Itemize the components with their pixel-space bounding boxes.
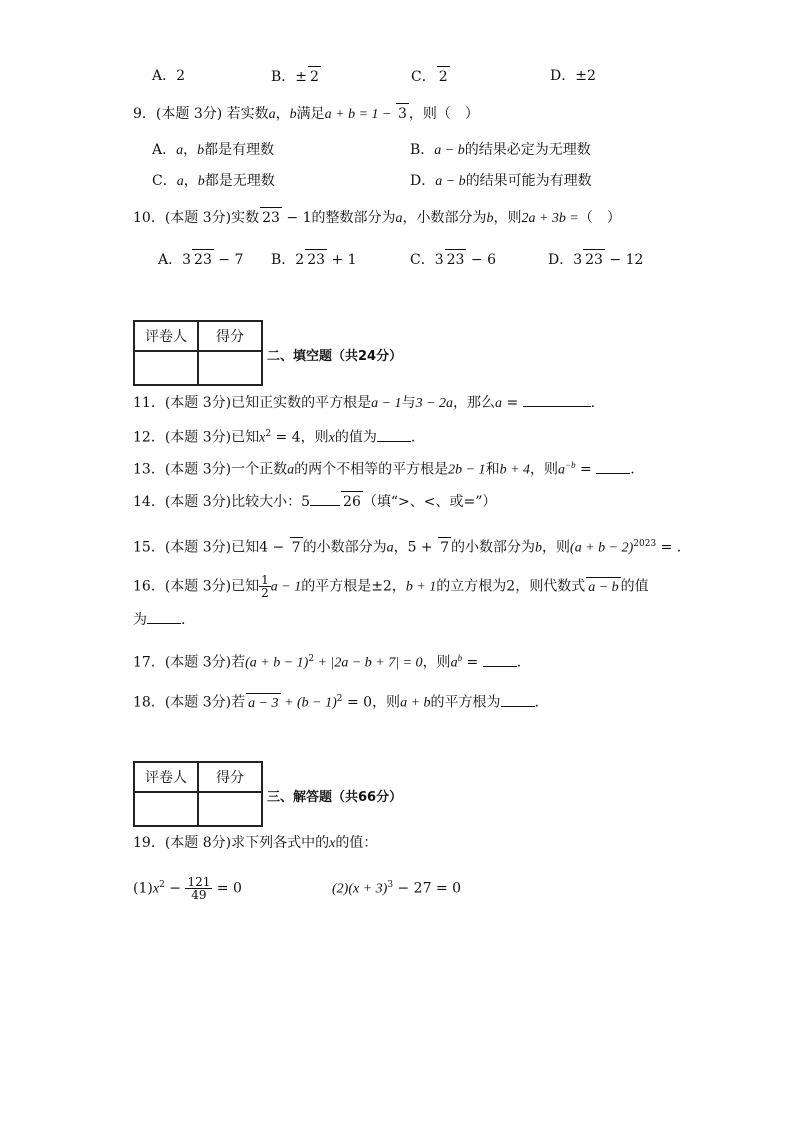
q10-option-a: A．3 23 − 7 [158,249,243,270]
score-cell[interactable] [198,351,262,385]
reviewer-cell[interactable] [134,351,198,385]
score-table-section3 [133,761,263,827]
q19-part-2: $(2)(x + 3)^3 - 27 = 0$ [332,880,462,897]
reviewer-label: 评卷人 [134,321,198,351]
q10-option-c: C．3 23 − 6 [410,249,496,270]
answer-blank[interactable] [501,694,535,707]
question-11: 11．(本题 3分)已知正实数的平方根是a − 1与3 − 2a，那么a = . [133,395,596,411]
q8-option-a: A．2 [152,68,186,84]
section3-title: 三、解答题（共66分） [267,790,403,805]
fraction-121-49: $\frac{121}{49}$ [187,875,211,903]
question-13: 13．(本题 3分)一个正数a的两个不相等的平方根是2b − 1和b + 4，则$a^{-b}$ = . [133,460,635,478]
question-10: 10．(本题 3分)实数 23 − 1的整数部分为a，小数部分为b，则2a + 3b =（ ） [133,207,621,229]
answer-blank[interactable] [523,394,591,407]
score-cell[interactable] [198,792,262,826]
q8-option-c: C． 2 [411,66,450,87]
answer-blank[interactable] [596,461,630,474]
reviewer-label: 评卷人 [134,762,198,792]
q8-option-b: B．± 2 [271,66,321,87]
q19-part-1: $(1)x^2$ − $\frac{121}{49}$ = 0 [133,875,242,903]
q9-option-b: B．a − b的结果必定为无理数 [410,142,591,158]
section2-title: 二、填空题（共24分） [267,349,403,364]
q10-option-d: D．3 23 − 12 [548,249,643,270]
score-label: 得分 [198,762,262,792]
answer-blank[interactable] [310,493,340,506]
question-19: 19．(本题 8分)求下列各式中的x的值： [133,835,378,851]
question-12: 12．(本题 3分)已知$x^2 = 4$，则x的值为 . [133,429,416,446]
reviewer-cell[interactable] [134,792,198,826]
question-16: 16．(本题 3分)已知 $\frac{1}{2}$ a − 1的平方根是±2，b + 1的立方根为2，则代数式 a − b 的值 [133,573,649,600]
fraction-half: $\frac{1}{2}$ [261,573,269,600]
q9-option-a: A．a，b都是有理数 [152,142,275,158]
question-18: 18．(本题 3分)若 $a - 3 + (b - 1)^2 = 0$，则a + b的平方根为 . [133,689,539,714]
q10-option-b: B．2 23 + 1 [271,249,357,270]
answer-blank[interactable] [147,611,181,624]
q9-option-d: D．a − b的结果可能为有理数 [410,173,592,189]
answer-blank[interactable] [483,654,517,667]
q9-option-c: C．a，b都是无理数 [152,173,275,189]
score-table-section2 [133,320,263,386]
question-9: 9．(本题 3分) 若实数a，b满足a + b = 1 − 3 ，则（ ） [133,103,479,125]
answer-blank[interactable] [377,429,411,442]
question-16-line2: 为 . [133,612,186,628]
score-label: 得分 [198,321,262,351]
question-17: 17．(本题 3分)若$(a + b - 1)^2 + |2a - b + 7| = 0$，则$a^b$ = . [133,653,522,671]
question-15: 15．(本题 3分)已知4 − 7 的小数部分为a，5 + 7 的小数部分为b，则$(a + b - 2)^{2023}$ = . [133,534,681,559]
q8-option-d: D．±2 [550,68,596,84]
question-14: 14．(本题 3分)比较大小：5 26 （填“>、<、或=”） [133,491,496,512]
